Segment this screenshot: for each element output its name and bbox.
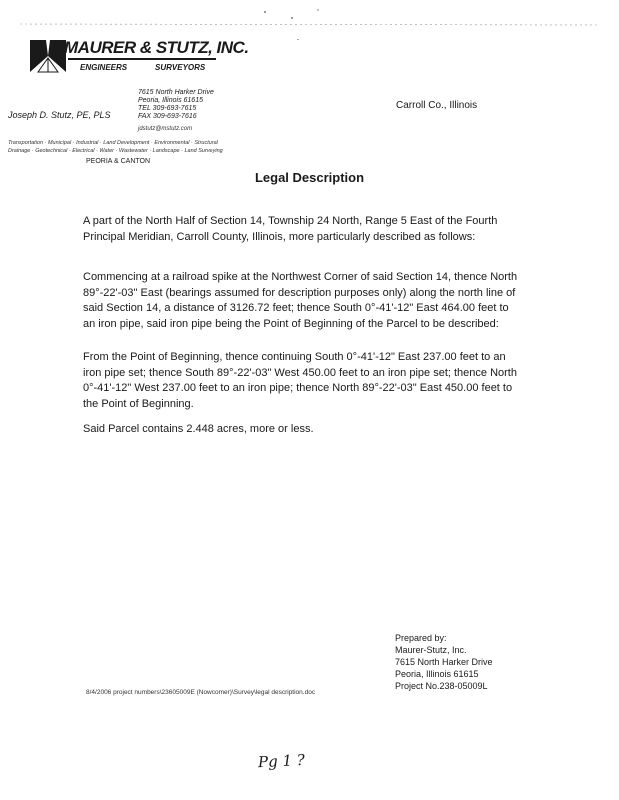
handwritten-note: Pg 1 ? [257, 750, 306, 772]
email: jdstutz@mstutz.com [138, 126, 193, 132]
file-path-footer: 8/4/2006 project numbers\23605009E (Nowcomer)\Survey\legal description.doc [86, 689, 316, 696]
paragraph-beginning: From the Point of Beginning, thence continuing South 0°-41'-12" East 237.00 feet to an iron pipe set; thence South 89°-22'-03" West 450.00 feet to an iron pipe set; thence North 0°-41'-12" West 237.00 feet to an iron pipe; thence North 89°-22'-03" East 450.00 feet to the Point of Beginning. [83, 351, 517, 410]
address-line: TEL 309-693-7615 [138, 105, 197, 112]
prepared-company: Maurer-Stutz, Inc. [395, 645, 467, 655]
person-name: Joseph D. Stutz, PE, PLS [8, 110, 111, 120]
paragraph-acreage: Said Parcel contains 2.448 acres, more or less. [83, 423, 314, 435]
address-line: 7615 North Harker Drive [138, 89, 214, 96]
prepared-label: Prepared by: [395, 633, 447, 643]
scan-noise [0, 0, 619, 40]
prepared-street: 7615 North Harker Drive [395, 657, 493, 667]
prepared-by-block [395, 632, 493, 692]
document-title: Legal Description [254, 170, 365, 185]
prepared-project: Project No.238-05009L [395, 681, 488, 691]
prepared-city: Peoria, Illinois 61615 [395, 669, 479, 679]
firm-sub-surveyors: SURVEYORS [155, 63, 206, 72]
firm-name: MAURER & STUTZ, INC. [64, 38, 249, 57]
paragraph-commencing: Commencing at a railroad spike at the Northwest Corner of said Section 14, thence North 89°-22'-03" East (bearings assumed for description purposes only) along the north line of said Section 14, a distance of 3126.72 feet; thence South 0°-41'-12" East 464.00 feet to an iron pipe, said iron pipe being the Point of Beginning of the Parcel to be described: [83, 271, 518, 330]
county-label: Carroll Co., Illinois [396, 100, 478, 111]
paragraph-intro: A part of the North Half of Section 14, Township 24 North, Range 5 East of the Fourth Principal Meridian, Carroll County, Illinois, more particularly described as follows: [83, 215, 498, 243]
offices: PEORIA & CANTON [86, 158, 151, 165]
services-line: Drainage · Geotechnical · Electrical · Water · Wastewater · Landscape · Land Surveying [8, 148, 223, 154]
firm-name-underline [68, 58, 216, 60]
maurer-stutz-logo-icon [28, 36, 68, 76]
services-line: Transportation · Municipal · Industrial · Land Development · Environmental · Structural [8, 140, 218, 146]
firm-sub-engineers: ENGINEERS [80, 63, 128, 72]
address-line: Peoria, Illinois 61615 [138, 97, 203, 104]
address-line: FAX 309-693-7616 [138, 113, 197, 120]
